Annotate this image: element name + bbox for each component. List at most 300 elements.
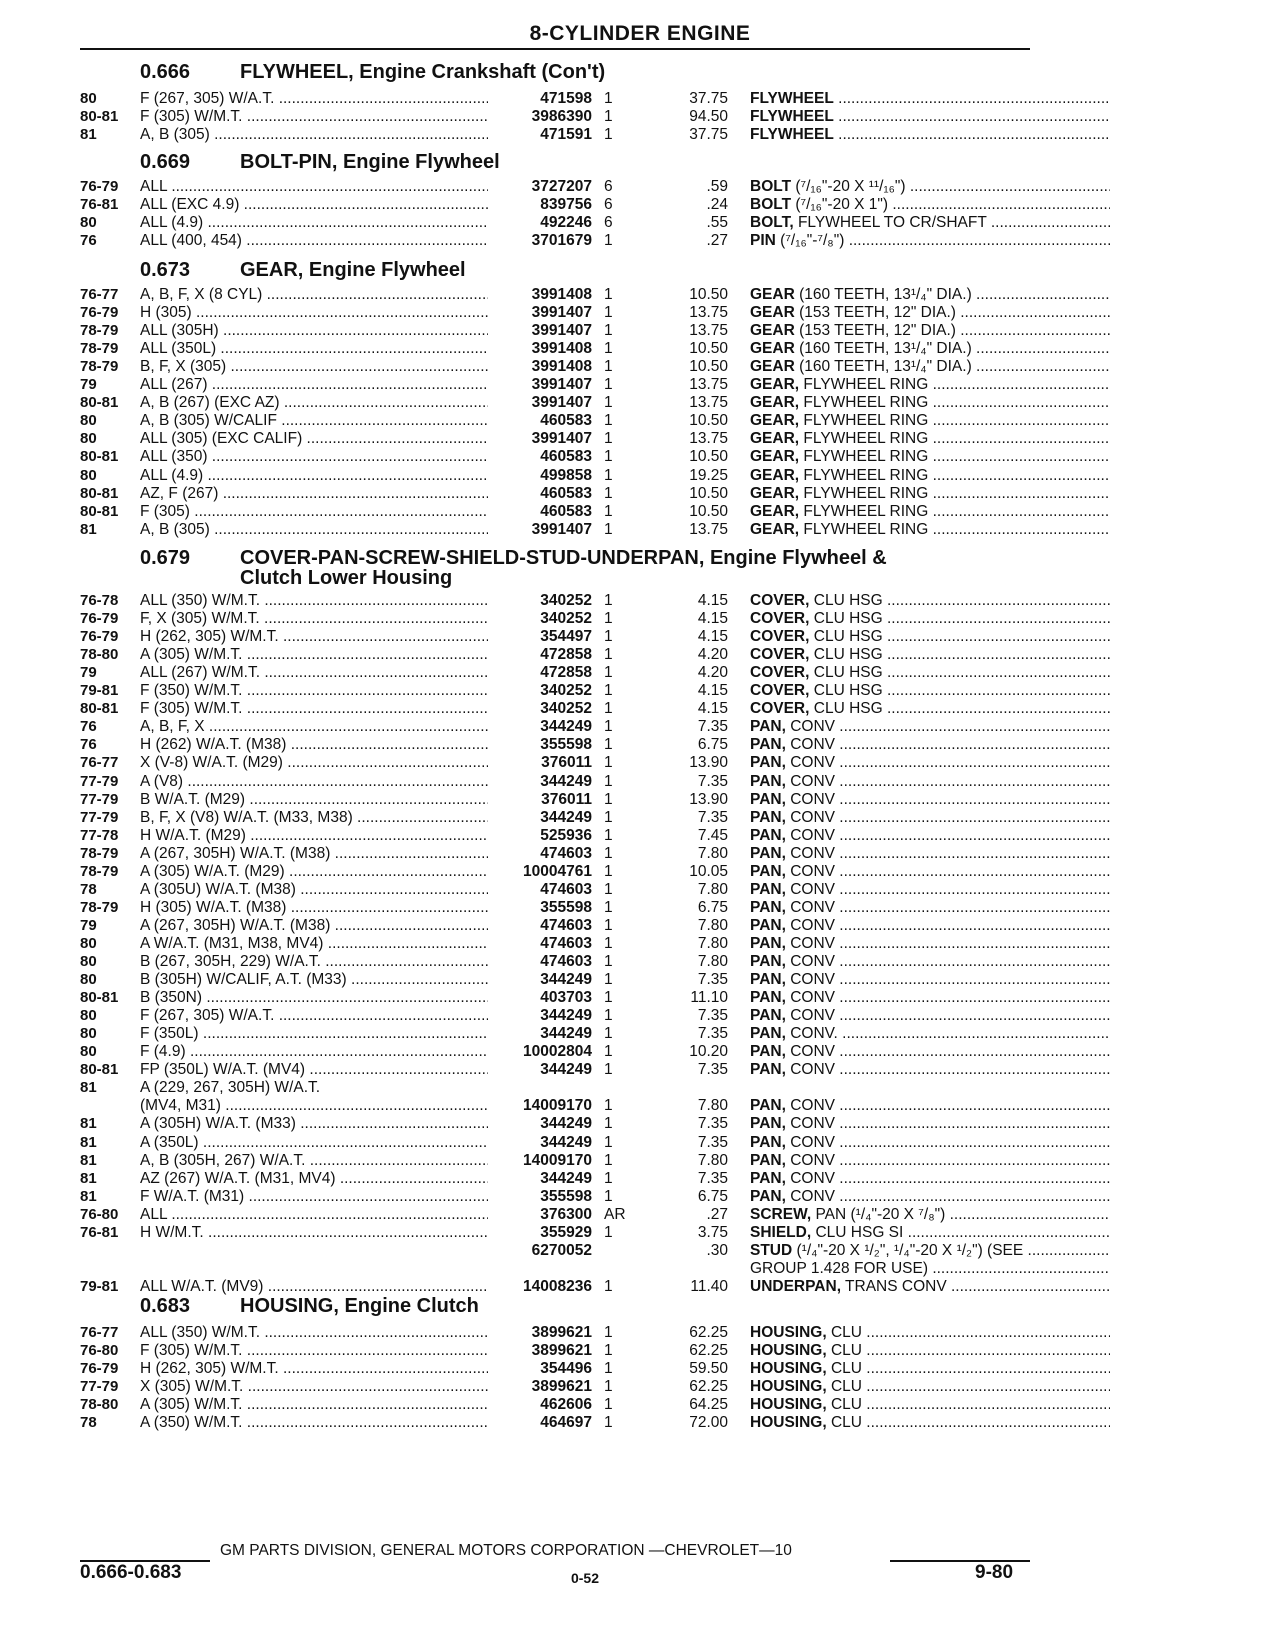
part-detail: CONV	[790, 1097, 835, 1115]
part-description	[750, 1414, 1110, 1432]
part-quantity: 1	[604, 376, 613, 394]
part-row	[80, 1115, 1030, 1133]
part-price: 10.50	[689, 286, 728, 303]
part-year: 81	[80, 1151, 97, 1169]
part-name: GEAR,	[750, 484, 800, 502]
part-number: 464697	[540, 1414, 592, 1432]
part-year: 81	[80, 1115, 97, 1133]
part-number: 3991408	[531, 358, 592, 376]
part-quantity: 1	[604, 232, 613, 250]
part-price: 72.00	[689, 1414, 728, 1432]
part-number: 474603	[540, 916, 592, 934]
part-description	[750, 1324, 1110, 1342]
part-row	[80, 700, 1030, 718]
part-application: B (305H) W/CALIF, A.T. (M33) .....	[140, 971, 488, 989]
part-quantity: 1	[604, 1277, 613, 1295]
part-quantity: 1	[604, 126, 613, 144]
part-description	[750, 718, 1110, 736]
part-number: 376011	[541, 754, 592, 772]
part-number: 839756	[540, 196, 592, 214]
part-detail: CLU HSG	[813, 646, 883, 664]
part-number: 14008236	[523, 1277, 592, 1295]
part-application: ALL (4.9) .....	[140, 467, 488, 485]
part-number: 354496	[540, 1360, 592, 1378]
section-heading	[140, 548, 1030, 588]
part-application: A, B (305) .....	[140, 126, 488, 144]
part-application: F (267, 305) W/A.T. .....	[140, 90, 488, 108]
part-year: 79-81	[80, 1277, 119, 1295]
part-name: FLYWHEEL	[750, 108, 834, 126]
part-year: 78-79	[80, 358, 119, 376]
part-number: 472858	[540, 664, 592, 682]
part-quantity: 1	[604, 934, 613, 952]
part-number: 3991408	[531, 286, 592, 303]
part-detail: FLYWHEEL RING	[803, 520, 929, 538]
part-row	[80, 1188, 1030, 1206]
part-price: 6.75	[697, 1187, 728, 1205]
part-detail: CLU HSG	[813, 592, 883, 609]
part-row	[80, 1079, 1030, 1097]
part-detail: (153 TEETH, 12" DIA.)	[799, 322, 956, 340]
part-description	[750, 791, 1110, 809]
part-name: GEAR,	[750, 520, 800, 538]
part-description	[750, 953, 1110, 971]
part-detail: FLYWHEEL RING	[803, 484, 929, 502]
part-name: PAN,	[750, 1169, 786, 1187]
part-description	[750, 1260, 1110, 1278]
part-name: GEAR,	[750, 376, 800, 394]
part-application: ALL (4.9) .....	[140, 214, 488, 232]
part-row	[80, 953, 1030, 971]
part-quantity: 1	[604, 880, 613, 898]
part-detail: CONV	[790, 1133, 835, 1151]
part-detail: CLU HSG	[813, 628, 883, 646]
part-application: A, B (305H, 267) W/A.T. .....	[140, 1152, 488, 1170]
part-price: 7.80	[697, 880, 728, 898]
part-name: PAN,	[750, 916, 786, 934]
part-price: 7.80	[697, 1097, 728, 1115]
part-detail: CONV	[790, 772, 835, 790]
part-name: FLYWHEEL	[750, 126, 834, 144]
part-detail: CONV	[790, 844, 835, 862]
part-quantity: 1	[604, 754, 613, 772]
part-application: A (305) W/M.T. .....	[140, 1396, 488, 1414]
part-application: ALL (350L) .....	[140, 340, 488, 358]
part-price: 4.15	[697, 592, 728, 609]
part-year: 78-79	[80, 322, 119, 340]
part-description	[750, 1097, 1110, 1115]
part-detail: (160 TEETH, 13¹/₄" DIA.)	[799, 340, 972, 358]
part-name: PAN,	[750, 880, 786, 898]
part-year: 76-77	[80, 754, 119, 772]
part-price: 13.90	[689, 790, 728, 808]
part-year: 78-79	[80, 862, 119, 880]
part-row	[80, 917, 1030, 935]
part-quantity: 6	[604, 214, 613, 232]
part-price: 62.25	[689, 1378, 728, 1396]
part-application: H (262) W/A.T. (M38) .....	[140, 736, 488, 754]
part-year: 76-78	[80, 592, 119, 609]
part-description	[750, 394, 1110, 412]
part-application: A (267, 305H) W/A.T. (M38) .....	[140, 917, 488, 935]
part-name: PAN,	[750, 1133, 786, 1151]
part-name: BOLT,	[750, 214, 794, 232]
part-description	[750, 827, 1110, 845]
part-row	[80, 1224, 1030, 1242]
part-detail: CLU HSG	[813, 700, 883, 718]
part-description	[750, 108, 1110, 126]
part-number: 3991407	[531, 304, 592, 322]
part-number: 3727207	[531, 178, 592, 195]
part-detail: (160 TEETH, 13¹/₄" DIA.)	[799, 286, 972, 303]
part-price: 10.50	[689, 412, 728, 430]
part-price: 4.20	[697, 646, 728, 664]
part-number: 355929	[540, 1223, 592, 1241]
part-row	[80, 126, 1030, 144]
part-price: 4.15	[697, 682, 728, 700]
part-row	[80, 376, 1030, 394]
part-name: GEAR	[750, 340, 795, 358]
part-year: 81	[80, 126, 97, 144]
part-description	[750, 1188, 1110, 1206]
part-row	[80, 592, 1030, 610]
part-row	[80, 304, 1030, 322]
part-row	[80, 791, 1030, 809]
part-price: 4.20	[697, 664, 728, 682]
part-application: B W/A.T. (M29) .....	[140, 791, 488, 809]
part-description	[750, 1206, 1110, 1224]
part-quantity: 1	[604, 1025, 613, 1043]
part-application: F (350L) .....	[140, 1025, 488, 1043]
part-description	[750, 90, 1110, 108]
part-application: A, B, F, X (8 CYL) .....	[140, 286, 488, 304]
part-year: 80	[80, 214, 97, 232]
part-name: COVER,	[750, 664, 810, 682]
part-description	[750, 1278, 1110, 1296]
part-application: F (305) W/M.T. .....	[140, 700, 488, 718]
part-name: PIN	[750, 232, 776, 250]
part-description	[750, 809, 1110, 827]
part-name: COVER,	[750, 646, 810, 664]
part-row	[80, 827, 1030, 845]
part-quantity: 1	[604, 844, 613, 862]
part-description	[750, 1242, 1110, 1260]
part-number: 344249	[540, 808, 592, 826]
part-detail: CONV	[790, 934, 835, 952]
part-description	[750, 989, 1110, 1007]
part-number: 460583	[540, 484, 592, 502]
part-application: ALL .....	[140, 178, 488, 196]
part-number: 3991408	[531, 340, 592, 358]
part-number: 3991407	[531, 376, 592, 394]
part-name: GEAR	[750, 304, 795, 322]
part-quantity: 1	[604, 664, 613, 682]
part-price: 13.75	[689, 520, 728, 538]
part-number: 344249	[540, 772, 592, 790]
part-detail: FLYWHEEL RING	[803, 466, 929, 484]
part-description	[750, 304, 1110, 322]
footer-page-number: 0-52	[570, 1570, 600, 1586]
part-year: 78-79	[80, 340, 119, 358]
part-number: 14009170	[523, 1151, 592, 1169]
part-application: A (305) W/A.T. (M29) .....	[140, 863, 488, 881]
part-row	[80, 521, 1030, 539]
part-row	[80, 1260, 1030, 1278]
part-application: F (305) W/M.T. .....	[140, 1342, 488, 1360]
part-application: ALL (400, 454) .....	[140, 232, 488, 250]
part-application: F, X (305) W/M.T. .....	[140, 610, 488, 628]
part-name: PAN,	[750, 1043, 786, 1061]
part-application: F (267, 305) W/A.T. .....	[140, 1007, 488, 1025]
part-detail: CONV	[790, 808, 835, 826]
part-price: 10.20	[689, 1043, 728, 1061]
part-year: 77-79	[80, 1378, 119, 1396]
part-description	[750, 376, 1110, 394]
part-quantity: 1	[604, 682, 613, 700]
part-price: 19.25	[689, 466, 728, 484]
part-price: 7.35	[697, 971, 728, 989]
part-name: PAN,	[750, 736, 786, 754]
part-price: 11.10	[690, 989, 728, 1007]
part-description	[750, 935, 1110, 953]
part-row	[80, 718, 1030, 736]
part-description	[750, 1115, 1110, 1133]
part-name: PAN,	[750, 934, 786, 952]
part-year: 80	[80, 90, 97, 107]
part-detail: TRANS CONV	[845, 1277, 947, 1295]
part-name: GEAR,	[750, 466, 800, 484]
part-row	[80, 881, 1030, 899]
part-row	[80, 485, 1030, 503]
part-quantity: 1	[604, 1007, 613, 1025]
part-row	[80, 358, 1030, 376]
part-year: 80	[80, 1007, 97, 1025]
part-detail: CONV	[790, 1169, 835, 1187]
part-detail: CLU	[830, 1342, 862, 1360]
part-number: 471598	[540, 90, 592, 107]
part-year: 76	[80, 718, 97, 736]
part-year: 76-79	[80, 304, 119, 322]
part-name: COVER,	[750, 682, 810, 700]
section-number: 0.673	[140, 259, 191, 281]
part-year: 80-81	[80, 1061, 119, 1079]
part-price: 7.80	[697, 844, 728, 862]
part-description	[750, 1224, 1110, 1242]
part-quantity: 1	[604, 520, 613, 538]
section-title: GEAR, Engine Flywheel	[240, 259, 466, 281]
part-name: PAN,	[750, 790, 786, 808]
part-detail: CLU HSG SI	[815, 1223, 904, 1241]
part-description	[750, 196, 1110, 214]
part-description	[750, 592, 1110, 610]
part-name: PAN,	[750, 754, 786, 772]
part-quantity: 1	[604, 1324, 613, 1341]
part-description	[750, 232, 1110, 250]
part-price: 10.50	[689, 484, 728, 502]
part-year: 80	[80, 953, 97, 970]
part-name: PAN,	[750, 898, 786, 916]
part-year: 77-79	[80, 772, 119, 790]
part-name: PAN,	[750, 953, 786, 970]
part-row	[80, 108, 1030, 126]
part-description	[750, 971, 1110, 989]
part-description	[750, 1061, 1110, 1079]
part-quantity: 1	[604, 1133, 613, 1151]
part-detail: (⁷/₁₆"-20 X ¹¹/₁₆")	[795, 178, 906, 195]
part-row	[80, 899, 1030, 917]
part-row	[80, 863, 1030, 881]
section-number: 0.666	[140, 61, 191, 83]
part-row	[80, 682, 1030, 700]
part-quantity: 1	[604, 989, 613, 1007]
part-application: B, F, X (305) .....	[140, 358, 488, 376]
part-quantity: 1	[604, 1043, 613, 1061]
part-name: PAN,	[750, 1061, 786, 1079]
part-application: A (V8) .....	[140, 773, 488, 791]
part-quantity: 1	[604, 700, 613, 718]
part-application: A (305U) W/A.T. (M38) .....	[140, 881, 488, 899]
part-year: 78	[80, 880, 97, 898]
part-name: HOUSING,	[750, 1360, 827, 1378]
part-description	[750, 610, 1110, 628]
part-price: 7.35	[697, 1025, 728, 1043]
part-application: ALL W/A.T. (MV9) .....	[140, 1278, 488, 1296]
part-number: 355598	[540, 736, 592, 754]
part-description	[750, 340, 1110, 358]
part-name: BOLT	[750, 196, 792, 214]
part-price: 7.35	[697, 1133, 728, 1151]
part-row	[80, 448, 1030, 466]
part-description	[750, 1134, 1110, 1152]
part-price: 10.50	[689, 340, 728, 358]
part-price: 7.35	[697, 1115, 728, 1133]
part-application: B, F, X (V8) W/A.T. (M33, M38) .....	[140, 809, 488, 827]
part-row	[80, 467, 1030, 485]
part-quantity: 1	[604, 1414, 613, 1432]
part-detail: CONV	[790, 1115, 835, 1133]
part-quantity: AR	[604, 1205, 626, 1223]
part-detail: CLU HSG	[813, 682, 883, 700]
part-description	[750, 214, 1110, 232]
part-description	[750, 628, 1110, 646]
part-detail: CONV	[790, 826, 835, 844]
part-application: ALL (350) .....	[140, 448, 488, 466]
part-price: 10.50	[689, 358, 728, 376]
part-price: 4.15	[697, 628, 728, 646]
part-detail: CONV	[790, 790, 835, 808]
part-price: 7.80	[697, 934, 728, 952]
section-heading	[140, 260, 1030, 280]
part-description	[750, 467, 1110, 485]
part-application: F W/A.T. (M31) .....	[140, 1188, 488, 1206]
part-name: PAN,	[750, 1007, 786, 1025]
part-row	[80, 322, 1030, 340]
part-description	[750, 754, 1110, 772]
part-application: A, B (267) (EXC AZ) .....	[140, 394, 488, 412]
part-detail: (160 TEETH, 13¹/₄" DIA.)	[799, 358, 972, 376]
part-year: 78-80	[80, 646, 119, 664]
part-description	[750, 286, 1110, 304]
part-name: SHIELD,	[750, 1223, 812, 1241]
part-application: A, B, F, X .....	[140, 718, 488, 736]
part-year: 80-81	[80, 484, 119, 502]
part-detail: CONV	[790, 754, 835, 772]
part-detail: FLYWHEEL RING	[803, 448, 929, 466]
part-description	[750, 1043, 1110, 1061]
part-application: B (267, 305H, 229) W/A.T. .....	[140, 953, 488, 971]
part-row	[80, 1134, 1030, 1152]
part-price: 62.25	[689, 1324, 728, 1341]
part-description	[750, 178, 1110, 196]
part-price: 37.75	[689, 90, 728, 107]
part-detail: CONV	[790, 989, 835, 1007]
part-year: 79-81	[80, 682, 119, 700]
part-number: 376300	[540, 1205, 592, 1223]
part-application: A, B (305) W/CALIF .....	[140, 412, 488, 430]
part-year: 80	[80, 971, 97, 989]
part-price: .55	[706, 214, 728, 232]
footer-date: 9-80	[975, 1562, 1014, 1583]
part-row	[80, 646, 1030, 664]
part-quantity: 1	[604, 304, 613, 322]
part-year: 76-79	[80, 178, 119, 195]
part-price: 7.80	[697, 916, 728, 934]
part-detail: CLU	[830, 1324, 862, 1341]
part-quantity: 1	[604, 1151, 613, 1169]
part-name: GEAR	[750, 322, 795, 340]
part-year: 76-77	[80, 1324, 119, 1341]
part-name: PAN,	[750, 826, 786, 844]
part-year: 80	[80, 412, 97, 430]
part-row	[80, 1097, 1030, 1115]
part-detail: FLYWHEEL RING	[803, 430, 929, 448]
part-description	[750, 917, 1110, 935]
part-detail: (153 TEETH, 12" DIA.)	[799, 304, 956, 322]
part-price: 11.40	[690, 1277, 728, 1295]
part-year: 78-80	[80, 1396, 119, 1414]
part-quantity: 1	[604, 108, 613, 126]
part-application: H (305) W/A.T. (M38) .....	[140, 899, 488, 917]
part-number: 472858	[540, 646, 592, 664]
part-year: 80	[80, 430, 97, 448]
part-year: 78-79	[80, 898, 119, 916]
part-application: A, B (305) .....	[140, 521, 488, 539]
part-row	[80, 971, 1030, 989]
section-number: 0.683	[140, 1295, 191, 1317]
part-description	[750, 1360, 1110, 1378]
part-name: COVER,	[750, 628, 810, 646]
part-application: ALL (EXC 4.9) .....	[140, 196, 488, 214]
part-quantity: 1	[604, 790, 613, 808]
part-row	[80, 1414, 1030, 1432]
part-name: HOUSING,	[750, 1414, 827, 1432]
part-price: 10.50	[689, 448, 728, 466]
part-number: 3899621	[531, 1342, 592, 1360]
part-detail: CONV	[790, 916, 835, 934]
part-row	[80, 196, 1030, 214]
part-quantity: 1	[604, 646, 613, 664]
part-year: 80-81	[80, 448, 119, 466]
part-description	[750, 881, 1110, 899]
part-price: .59	[706, 178, 728, 195]
part-row	[80, 1170, 1030, 1188]
part-quantity: 1	[604, 322, 613, 340]
part-detail: FLYWHEEL RING	[803, 502, 929, 520]
part-year: 76-77	[80, 286, 119, 303]
part-number: 3991407	[531, 394, 592, 412]
part-year: 81	[80, 1169, 97, 1187]
part-application: ALL (305) (EXC CALIF) .....	[140, 430, 488, 448]
